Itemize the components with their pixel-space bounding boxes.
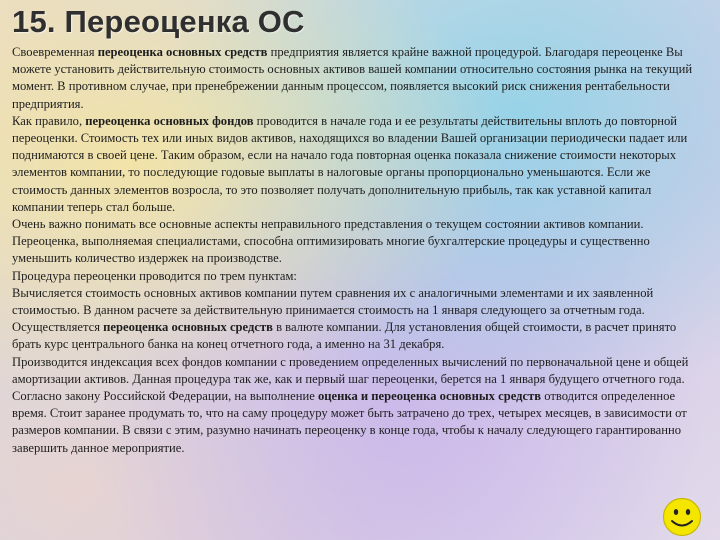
paragraph-text: предприятия является крайне важной процедурой. Благодаря переоценке Вы можете установить действительную стоимость основных активов вашей компании относительно состояния рынка на текущий момент. В противном случае, при пренебрежении данным процессом, появляется высокий риск снижения рентабельности предприятия. [12, 45, 693, 111]
paragraph-text: Осуществляется [12, 320, 104, 335]
paragraph-text: Процедура переоценки проводится по трем пунктам: [12, 268, 297, 283]
slide-title: 15. Переоценка ОС [12, 4, 305, 39]
paragraph [12, 388, 704, 457]
paragraph-text: проводится в начале года и ее результаты действительны вплоть до повторной переоценки. Стоимость тех или иных видов активов, находящихся во владении Вашей организации периодически падает или поднимаются в своей цене. Таким образом, если на начало года повторная оценка показала снижение стоимости некоторых элементов компании, то последующие годовые выплаты в налоговые органы пропорционально уменьшаются. Если же стоимость данных элементов возросла, то это позволяет получать дополнительную прибыль, так как уставной капитал компании теперь стал больше. [12, 113, 688, 214]
paragraph [12, 268, 704, 285]
paragraph-text: в валюте компании. Для установления общей стоимости, в расчет принято брать курс центрального банка на конец отчетного года, а именно на 31 декабря. [12, 320, 677, 352]
paragraph-bold-text: переоценка основных фондов [85, 113, 254, 128]
smiley-face-icon [662, 497, 702, 537]
paragraph-bold-text: переоценка основных средств [97, 45, 268, 59]
paragraph [12, 113, 704, 216]
paragraph-text: Как правило, [12, 113, 86, 128]
paragraph-text: отводится определенное время. Стоит заранее продумать то, что на саму процедуру может быть затрачено до трех, четырех месяцев, в зависимости от размеров компании. В связи с этим, разумно начинать переоценку в конце года, чтобы к началу следующего гарантированно завершить данное мероприятие. [12, 389, 687, 455]
paragraph-text: Производится индексация всех фондов компании с проведением определенных вычислений по первоначальной цене и общей амортизации активов. Данная процедура так же, как и первый шаг переоценки, берется на 1 января будущего отчетного года. [12, 354, 689, 386]
paragraph-bold-text: переоценка основных средств [103, 320, 273, 335]
paragraph-text: Очень важно понимать все основные аспекты неправильного представления о текущем состоянии активов компании. Переоценка, выполняемая специалистами, способна оптимизировать многие бухгалтерские процедуры и существенно уменьшить количество издержек на производстве. [12, 217, 650, 266]
paragraph [12, 216, 704, 268]
paragraph-bold-text: оценка и переоценка основных средств [317, 389, 542, 404]
paragraph-text: Своевременная [12, 45, 98, 59]
paragraph [12, 44, 704, 113]
slide-body [12, 44, 704, 457]
paragraph-text: Согласно закону Российской Федерации, на выполнение [12, 389, 318, 404]
paragraph [12, 319, 704, 353]
paragraph [12, 354, 704, 388]
paragraph-text: Вычисляется стоимость основных активов компании путем сравнения их с аналогичными элементами и их заявленной стоимостью. В данном расчете за действительную принимается стоимость на 1 января следующего за отчетным года. [12, 285, 654, 318]
paragraph [12, 285, 704, 319]
